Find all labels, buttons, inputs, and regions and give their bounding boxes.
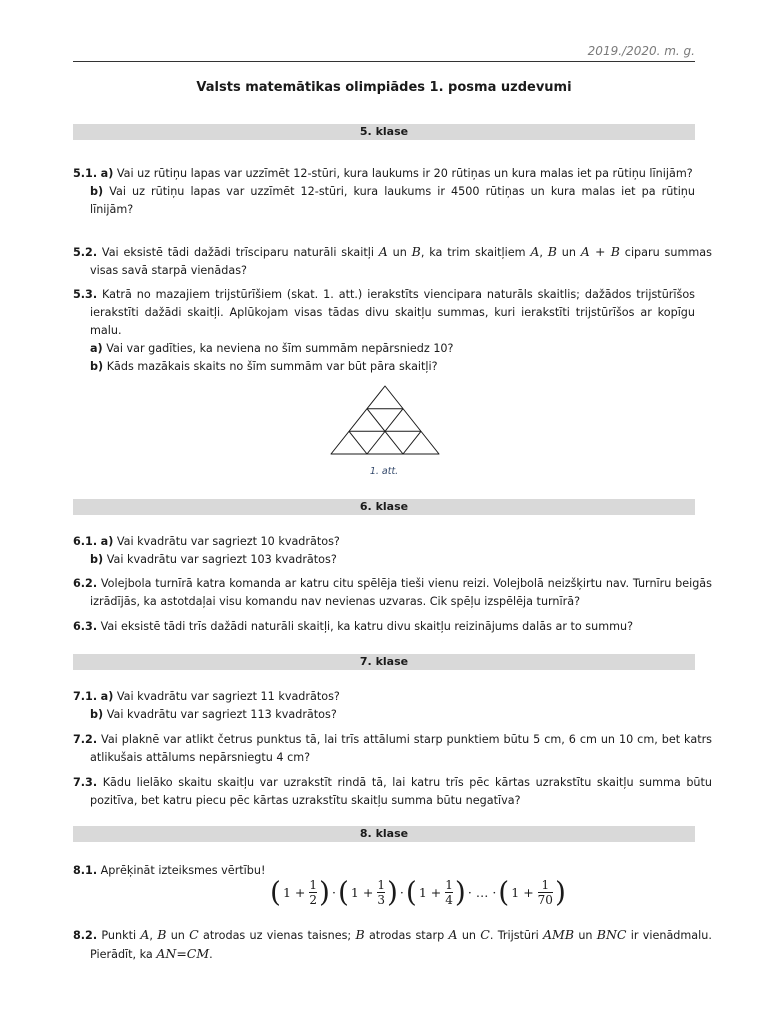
problem-6-1-a (73, 533, 695, 551)
problem-text: ir vienādmalu. Pierādīt, ka (90, 929, 712, 961)
part-label: a) (90, 342, 103, 355)
problem-number: 6.2. (73, 577, 98, 590)
math-symbol: BNC (596, 927, 627, 942)
problem-text: . Trijstūri (489, 929, 539, 942)
problem-text: atrodas uz vienas taisnes; (203, 929, 352, 942)
problem-number: 7.2. (73, 733, 98, 746)
problem-text: Volejbola turnīrā katra komanda ar katru citu spēlēja tieši vienu reizi. Volejbolā neizšķirtu nav. Turnīru beigās izrādījās, ka astotdaļai visu komandu nav nevienas uzvaras. Cik spēļu izspēlēja turnīrā? (90, 577, 712, 608)
formula-paren: ) (554, 875, 566, 909)
part-label: a) (100, 535, 114, 548)
section-header-6: 6. klase (73, 499, 695, 515)
problem-6-2 (73, 575, 712, 611)
problem-number: 5.1. (73, 167, 98, 180)
problem-7-2 (73, 731, 712, 767)
problem-number: 6.3. (73, 620, 98, 633)
math-symbol: B (411, 244, 421, 259)
header-rule (73, 61, 695, 62)
problem-text: ciparu summas visas savā starpā vienādas? (90, 246, 712, 277)
problem-text: Aprēķināt izteiksmes vērtību! (100, 864, 266, 877)
problem-5-1-a (73, 165, 695, 183)
problem-text: Kādu lielāko skaitu skaitļu var uzrakstīt rindā tā, lai katru trīs pēc kārtas uzrakstītu skaitļu summa būtu pozitīva, bet katru piecu pēc kārtas uzrakstītu skaitļu summa būtu negatīva? (90, 776, 712, 807)
problem-text: un (461, 929, 477, 942)
problem-5-3 (73, 286, 695, 376)
formula-paren: ( (498, 875, 510, 909)
problem-7-1-a (73, 688, 695, 706)
problem-5-3-b (73, 358, 695, 376)
formula-paren: ) (319, 875, 330, 909)
outer-triangle (331, 386, 439, 454)
math-symbol: B (157, 927, 167, 942)
problem-text: Vai uz rūtiņu lapas var uzzīmēt 12-stūri, kura laukums ir 4500 rūtiņas un kura malas iet pa rūtiņu līnijām? (90, 185, 695, 216)
math-expression: AN=CM (156, 946, 210, 961)
problem-text: un (392, 246, 407, 259)
problem-text: un (578, 929, 593, 942)
problem-number: 7.3. (73, 776, 98, 789)
problem-text: Vai uz rūtiņu lapas var uzzīmēt 12-stūri, kura laukums ir 20 rūtiņas un kura malas iet pa rūtiņu līnijām? (116, 167, 693, 180)
math-expression: A + B (580, 244, 620, 259)
math-symbol: AMB (543, 927, 575, 942)
math-symbol: B (547, 244, 557, 259)
math-symbol: A (378, 244, 388, 259)
problem-8-2 (73, 926, 712, 964)
problem-7-1 (73, 688, 695, 724)
part-label: b) (90, 708, 104, 721)
problem-text: Punkti (101, 929, 137, 942)
part-label: b) (90, 185, 104, 198)
problem-text: un (170, 929, 185, 942)
problem-text: , ka trim skaitļiem (420, 246, 526, 259)
problem-text: Vai var gadīties, ka neviena no šīm summām nepārsniedz 10? (106, 342, 454, 355)
formula-paren: ) (386, 875, 398, 909)
math-symbol: B (355, 927, 365, 942)
section-header-7: 7. klase (73, 654, 695, 670)
problem-text: un (561, 246, 576, 259)
math-symbol: C (189, 927, 199, 942)
formula-paren: ( (405, 875, 417, 909)
punctuation: , (149, 929, 153, 942)
problem-7-3 (73, 774, 712, 810)
figure-caption: 1. att. (369, 466, 399, 477)
problem-text: Vai kvadrātu var sagriezt 10 kvadrātos? (116, 535, 340, 548)
formula-paren: ( (270, 875, 281, 909)
formula-paren: ( (337, 875, 349, 909)
problem-number: 7.1. (73, 690, 98, 703)
problem-number: 6.1. (73, 535, 98, 548)
punctuation: , (539, 246, 543, 259)
triangle-grid-figure (329, 384, 441, 456)
problem-5-1 (73, 165, 695, 219)
formula-paren: ) (454, 875, 466, 909)
part-label: a) (100, 690, 114, 703)
math-symbol: A (530, 244, 540, 259)
grid-line (403, 431, 421, 454)
math-symbol: A (448, 927, 458, 942)
problem-5-2 (73, 243, 712, 280)
problem-5-3-a (73, 340, 695, 358)
problem-text: Vai eksistē tādi trīs dažādi naturāli skaitļi, ka katru divu skaitļu reizinājums dalās ar to summu? (100, 620, 634, 633)
problem-number: 8.2. (73, 929, 98, 942)
problem-6-1 (73, 533, 695, 569)
problem-text: Katrā no mazajiem trijstūrīšiem (skat. 1. att.) ierakstīts viencipara naturāls skaitlis; dažādos trijstūrīšos ierakstīti dažādi skaitļi. Aplūkojam visas tādas divu skaitļu summas, kuri ierakstīti trijstūrīšos ar kopīgu malu. (90, 288, 695, 337)
part-label: b) (90, 360, 104, 373)
math-symbol: A (140, 927, 150, 942)
grid-line (349, 431, 367, 454)
problem-6-3 (73, 618, 712, 636)
problem-5-1-b (73, 183, 695, 219)
problem-text: Vai eksistē tādi dažādi trīsciparu naturāli skaitļi (101, 246, 374, 259)
document-title: Valsts matemātikas olimpiādes 1. posma uzdevumi (196, 80, 572, 95)
fraction: $\frac{1}{3}$ (377, 878, 385, 907)
problem-text: atrodas starp (368, 929, 445, 942)
fraction: $\frac{1}{70}$ (537, 878, 553, 907)
product-formula: ( 1 + $\frac{1}{2}$ ) ·( 1 + $\frac{1}{3}$ ) ·( 1 + $\frac{1}{4}$ ) · … ·( 1 + $\frac{1}{70}$ ) (270, 875, 566, 909)
problem-number: 5.3. (73, 288, 98, 301)
part-label: a) (100, 167, 114, 180)
problem-text: Vai kvadrātu var sagriezt 113 kvadrātos? (106, 708, 337, 721)
fraction: $\frac{1}{4}$ (445, 878, 453, 907)
problem-number: 8.1. (73, 864, 98, 877)
fraction: $\frac{1}{2}$ (309, 878, 318, 907)
problem-6-1-b (73, 551, 695, 569)
problem-text: Kāds mazākais skaits no šīm summām var būt pāra skaitļi? (106, 360, 438, 373)
problem-7-1-b (73, 706, 695, 724)
school-year: 2019./2020. m. g. (587, 44, 695, 58)
problem-text: Vai kvadrātu var sagriezt 103 kvadrātos? (106, 553, 337, 566)
problem-text: Vai kvadrātu var sagriezt 11 kvadrātos? (116, 690, 340, 703)
problem-5-3-intro (73, 286, 695, 340)
math-symbol: C (480, 927, 490, 942)
section-header-8: 8. klase (73, 826, 695, 842)
problem-text: Vai plaknē var atlikt četrus punktus tā, lai trīs attālumi starp punktiem būtu 5 cm, 6 cm un 10 cm, bet katrs atlikušais attālums nepārsniegtu 4 cm? (90, 733, 713, 764)
section-header-5: 5. klase (73, 124, 695, 140)
punctuation: . (209, 948, 213, 961)
part-label: b) (90, 553, 104, 566)
problem-number: 5.2. (73, 246, 98, 259)
